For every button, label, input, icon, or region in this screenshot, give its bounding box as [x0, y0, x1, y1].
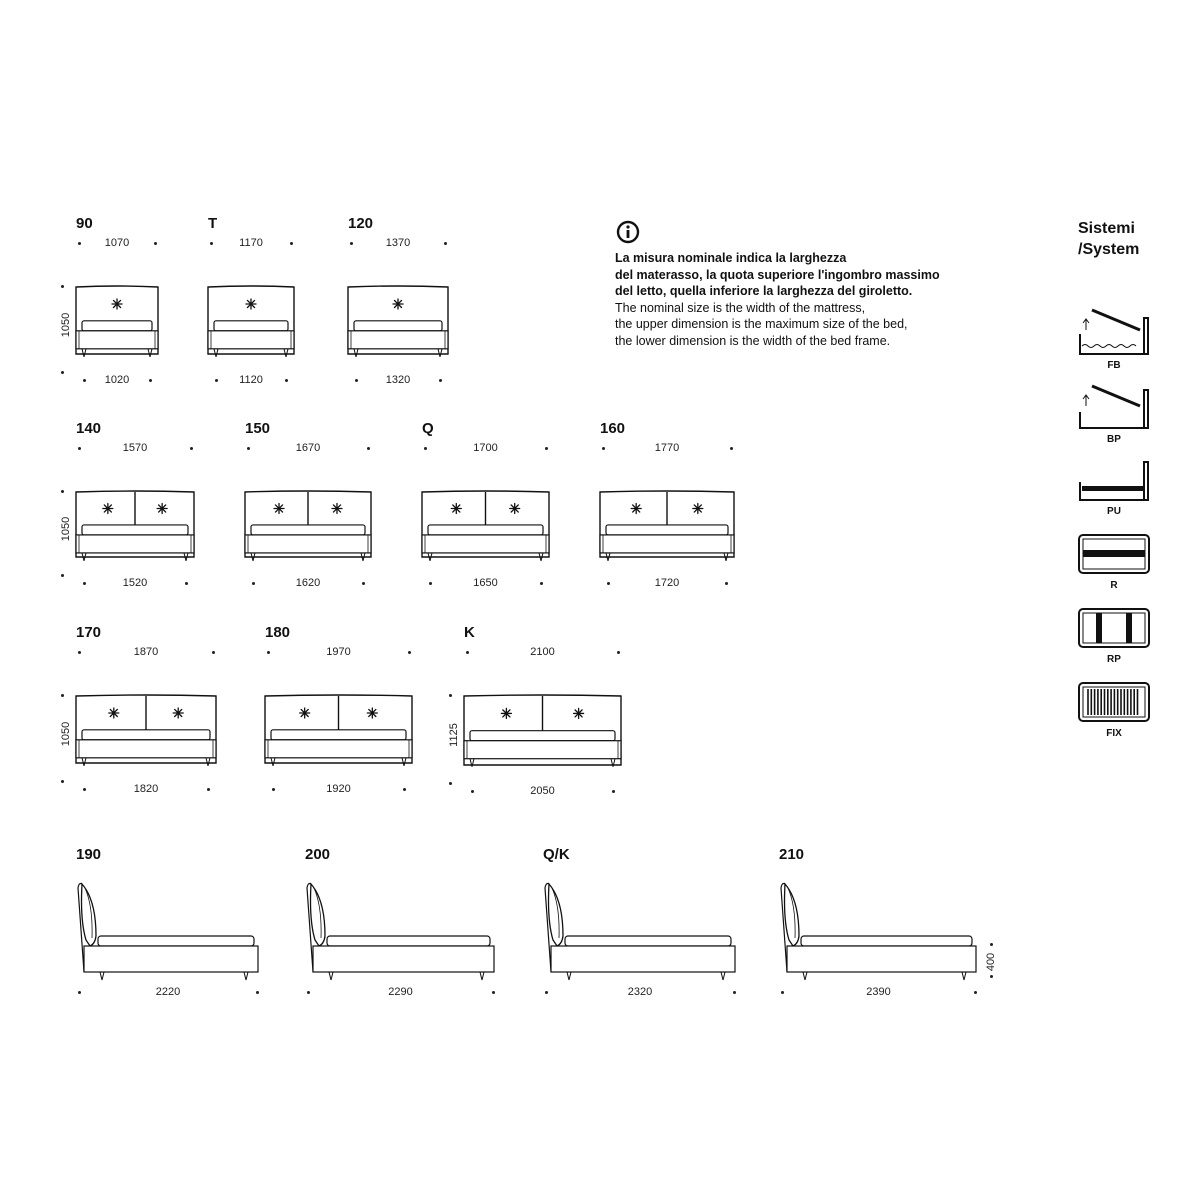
top-dim-dot-right-4: [367, 447, 370, 450]
bottom-dim-dot-left-5: [429, 582, 432, 585]
height-dim-3: 1050: [60, 516, 73, 542]
side-size-label-0: 190: [76, 846, 102, 863]
system-label-r: R: [1110, 580, 1118, 591]
info-en-line-1: The nominal size is the width of the mattress,: [615, 300, 866, 315]
info-text: [615, 250, 975, 349]
side-length-dim-3: 2390: [866, 986, 891, 998]
side-dot-right-1: [492, 991, 495, 994]
side-height-dot-bottom-3: [990, 975, 993, 978]
size-label-8: 180: [265, 624, 291, 641]
top-dim-dot-left-7: [78, 651, 81, 654]
bottom-dim-dot-left-3: [83, 582, 86, 585]
system-label-pu: PU: [1107, 506, 1121, 517]
side-height-dot-top-3: [990, 943, 993, 946]
top-dim-0: 1070: [104, 237, 130, 249]
bottom-dim-dot-right-7: [207, 788, 210, 791]
bottom-dim-2: 1320: [385, 374, 411, 386]
top-dim-dot-left-5: [424, 447, 427, 450]
bottom-dim-6: 1720: [654, 577, 680, 589]
height-dim-7: 1050: [60, 721, 73, 747]
side-view-drawing-0: [76, 880, 266, 980]
bottom-dim-8: 1920: [326, 783, 351, 795]
top-dim-dot-left-9: [466, 651, 469, 654]
side-size-label-3: 210: [779, 846, 805, 863]
info-it-line-2: del materasso, la quota superiore l'ingombro massimo: [615, 267, 940, 282]
info-icon: [616, 220, 640, 244]
info-en-line-3: the lower dimension is the width of the bed frame.: [615, 333, 891, 348]
top-dim-9: 2100: [530, 646, 555, 658]
height-dot-top-0: [61, 285, 64, 288]
side-dot-left-1: [307, 991, 310, 994]
bottom-dim-dot-right-9: [612, 790, 615, 793]
system-label-bp: BP: [1107, 434, 1121, 445]
size-label-6: 160: [600, 420, 626, 437]
bottom-dim-dot-right-1: [285, 379, 288, 382]
top-dim-1: 1170: [239, 237, 263, 249]
bottom-dim-dot-right-0: [149, 379, 152, 382]
bottom-dim-dot-left-2: [355, 379, 358, 382]
top-dim-dot-right-0: [154, 242, 157, 245]
top-dim-3: 1570: [122, 442, 148, 454]
bottom-dim-dot-left-8: [272, 788, 275, 791]
side-view-drawing-2: [543, 880, 743, 980]
pu-base-icon: [1078, 458, 1150, 506]
bottom-dim-dot-left-7: [83, 788, 86, 791]
side-dot-left-3: [781, 991, 784, 994]
top-dim-dot-right-3: [190, 447, 193, 450]
bottom-dim-4: 1620: [295, 577, 321, 589]
info-it-line-1: La misura nominale indica la larghezza: [615, 251, 847, 265]
top-dim-2: 1370: [385, 237, 411, 249]
top-dim-dot-left-4: [247, 447, 250, 450]
rp-slat-icon: [1078, 608, 1150, 648]
bottom-dim-0: 1020: [104, 374, 130, 386]
height-dot-bottom-7: [61, 780, 64, 783]
fix-slat-icon: [1078, 682, 1150, 722]
bottom-dim-dot-left-1: [215, 379, 218, 382]
height-dot-bottom-9: [449, 782, 452, 785]
bottom-dim-dot-right-8: [403, 788, 406, 791]
bottom-dim-dot-right-6: [725, 582, 728, 585]
top-dim-7: 1870: [133, 646, 159, 658]
side-dot-right-0: [256, 991, 259, 994]
front-view-drawing-1: [206, 284, 296, 366]
top-dim-8: 1970: [326, 646, 351, 658]
size-label-2: 120: [348, 215, 374, 232]
systems-title-en: /System: [1078, 241, 1140, 258]
top-dim-dot-right-8: [408, 651, 411, 654]
side-length-dim-2: 2320: [627, 986, 653, 998]
top-dim-dot-left-3: [78, 447, 81, 450]
side-dot-right-2: [733, 991, 736, 994]
info-it-line-3: del letto, quella inferiore la larghezza del giroletto.: [615, 284, 913, 298]
bottom-dim-dot-right-5: [540, 582, 543, 585]
info-en-line-2: the upper dimension is the maximum size of the bed,: [615, 317, 908, 331]
front-view-drawing-3: [74, 489, 196, 569]
top-dim-dot-left-0: [78, 242, 81, 245]
bottom-dim-dot-left-0: [83, 379, 86, 382]
top-dim-6: 1770: [654, 442, 680, 454]
height-dot-top-3: [61, 490, 64, 493]
top-dim-dot-right-6: [730, 447, 733, 450]
bottom-dim-dot-right-4: [362, 582, 365, 585]
size-label-9: K: [464, 624, 475, 641]
bottom-dim-1: 1120: [239, 374, 263, 386]
top-dim-dot-right-2: [444, 242, 447, 245]
bottom-dim-dot-left-9: [471, 790, 474, 793]
top-dim-dot-right-9: [617, 651, 620, 654]
height-dot-top-7: [61, 694, 64, 697]
size-label-3: 140: [76, 420, 102, 437]
side-dot-left-2: [545, 991, 548, 994]
side-length-dim-0: 2220: [155, 986, 181, 998]
systems-title-it: Sistemi: [1078, 220, 1135, 237]
bottom-dim-5: 1650: [473, 577, 498, 589]
top-dim-dot-left-8: [267, 651, 270, 654]
bottom-dim-dot-left-4: [252, 582, 255, 585]
front-view-drawing-0: [74, 284, 160, 366]
height-dot-bottom-3: [61, 574, 64, 577]
system-label-fix: FIX: [1106, 728, 1122, 739]
height-dot-top-9: [449, 694, 452, 697]
systems-title: [1078, 218, 1139, 260]
front-view-drawing-2: [346, 284, 450, 366]
front-view-drawing-6: [598, 489, 736, 569]
side-size-label-2: Q/K: [543, 846, 570, 863]
height-dim-0: 1050: [60, 312, 73, 338]
size-label-1: T: [208, 215, 218, 232]
side-height-dim-3: 400: [985, 952, 998, 972]
side-dot-right-3: [974, 991, 977, 994]
top-dim-5: 1700: [473, 442, 498, 454]
top-dim-dot-left-1: [210, 242, 213, 245]
bottom-dim-7: 1820: [133, 783, 159, 795]
bottom-dim-dot-right-2: [439, 379, 442, 382]
r-slat-icon: [1078, 534, 1150, 574]
top-dim-4: 1670: [295, 442, 321, 454]
size-label-4: 150: [245, 420, 271, 437]
bottom-dim-dot-left-6: [607, 582, 610, 585]
bottom-dim-dot-right-3: [185, 582, 188, 585]
bottom-dim-9: 2050: [530, 785, 555, 797]
top-dim-dot-right-7: [212, 651, 215, 654]
side-view-drawing-1: [305, 880, 502, 980]
system-label-rp: RP: [1107, 654, 1121, 665]
size-label-7: 170: [76, 624, 102, 641]
bottom-dim-3: 1520: [122, 577, 148, 589]
front-view-drawing-5: [420, 489, 551, 569]
top-dim-dot-right-1: [290, 242, 293, 245]
front-view-drawing-4: [243, 489, 373, 569]
size-label-0: 90: [76, 215, 93, 232]
top-dim-dot-right-5: [545, 447, 548, 450]
height-dim-9: 1125: [447, 723, 460, 747]
side-view-drawing-3: [779, 880, 984, 980]
bp-storage-bed-icon: [1078, 382, 1150, 434]
system-label-fb: FB: [1107, 360, 1121, 371]
fb-storage-bed-icon: [1078, 308, 1150, 360]
front-view-drawing-7: [74, 693, 218, 775]
size-label-5: Q: [422, 420, 434, 437]
height-dot-bottom-0: [61, 371, 64, 374]
top-dim-dot-left-6: [602, 447, 605, 450]
side-dot-left-0: [78, 991, 81, 994]
top-dim-dot-left-2: [350, 242, 353, 245]
front-view-drawing-8: [263, 693, 414, 775]
front-view-drawing-9: [462, 693, 623, 777]
side-length-dim-1: 2290: [388, 986, 413, 998]
side-size-label-1: 200: [305, 846, 331, 863]
